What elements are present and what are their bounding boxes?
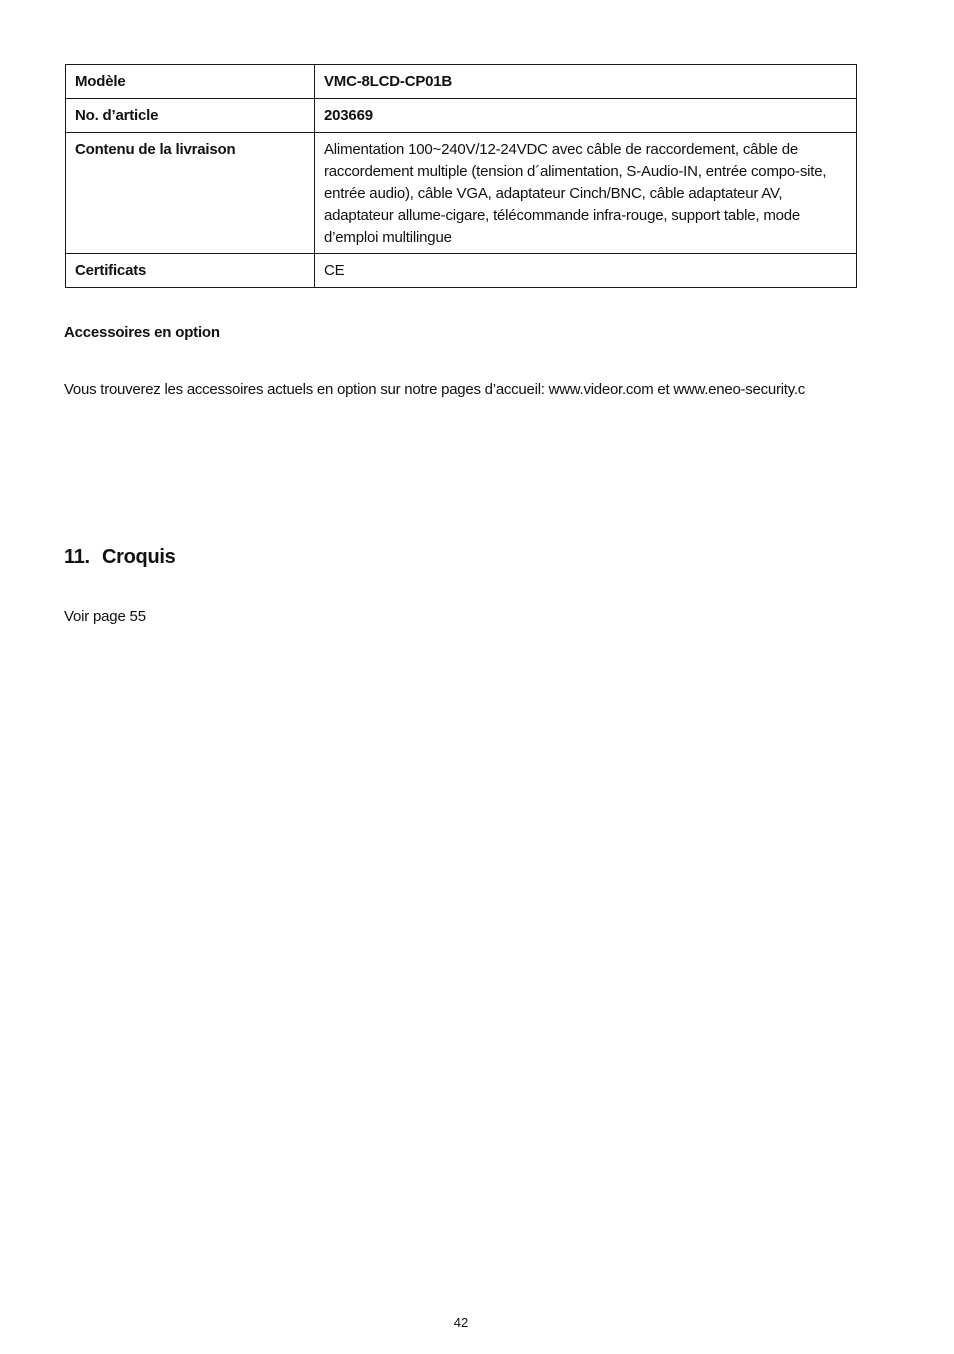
- row-value-article: 203669: [315, 99, 857, 133]
- chapter-title: [64, 546, 175, 569]
- row-value-contents: Alimentation 100~240V/12-24VDC avec câble de raccordement, câble de raccordement multiple (tension d´alimentation, S-Audio-IN, entrée compo-site, entrée audio), câble VGA, adaptateur Cinch/BNC, câble adaptateur AV, adaptateur allume-cigare, télécommande infra-rouge, support table, mode d’emploi multilingue: [315, 133, 857, 254]
- table-row: [66, 65, 857, 99]
- specification-table: [65, 64, 857, 288]
- accessories-text: Vous trouverez les accessoires actuels en option sur notre pages d’accueil: www.videor.com et www.eneo-security.c: [64, 381, 806, 398]
- row-label-certificates: Certificats: [66, 254, 315, 288]
- chapter-title-text: Croquis: [102, 546, 176, 568]
- row-label-contents: Contenu de la livraison: [66, 133, 315, 254]
- accessories-heading: Accessoires en option: [64, 324, 220, 341]
- chapter-text: Voir page 55: [64, 608, 146, 625]
- row-label-model: Modèle: [66, 65, 315, 99]
- row-value-model: VMC-8LCD-CP01B: [315, 65, 857, 99]
- row-value-certificates: CE: [315, 254, 857, 288]
- table-row: [66, 133, 857, 254]
- page-number: 42: [453, 1315, 469, 1330]
- table-row: [66, 254, 857, 288]
- row-label-article: No. d’article: [66, 99, 315, 133]
- table-row: [66, 99, 857, 133]
- chapter-number: 11.: [64, 546, 90, 568]
